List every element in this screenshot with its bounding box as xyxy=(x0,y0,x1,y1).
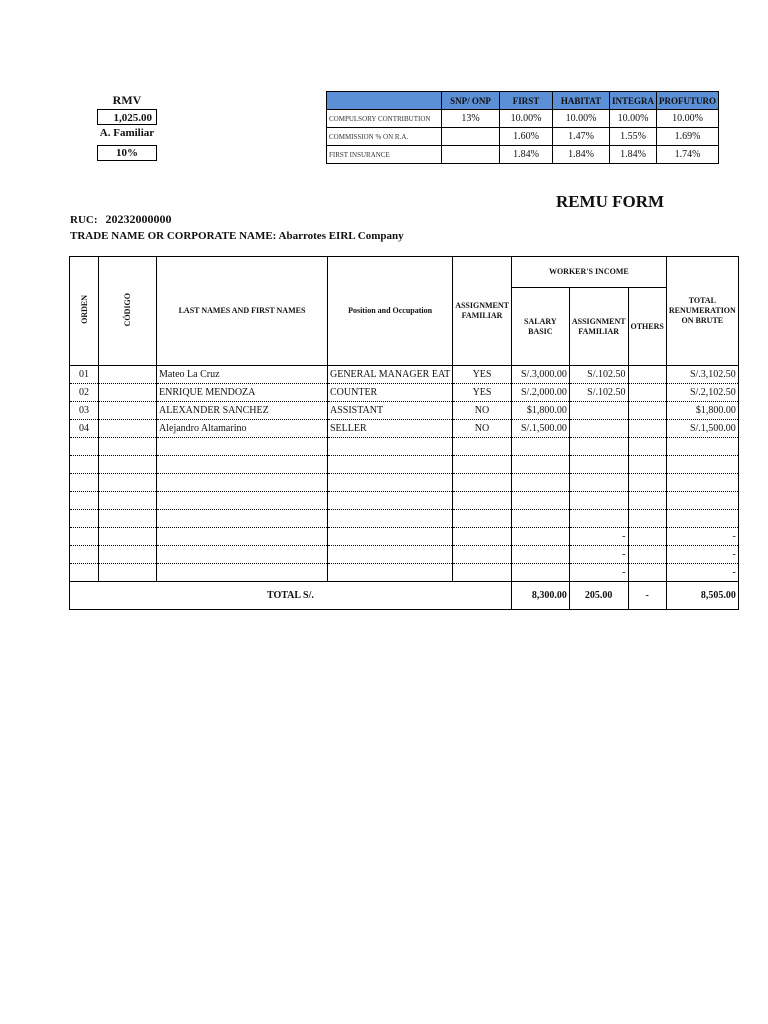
afp-header-row xyxy=(327,92,719,110)
table-row xyxy=(70,510,739,528)
cell-salary: S/.3,000.00 xyxy=(511,366,569,384)
cell-assignment xyxy=(453,492,512,510)
cell-orden: 01 xyxy=(70,366,99,384)
trade-label: TRADE NAME OR CORPORATE NAME: xyxy=(70,230,277,242)
cell-others xyxy=(628,564,666,582)
cell-others xyxy=(628,510,666,528)
cell-total xyxy=(666,510,738,528)
ruc-label: RUC: xyxy=(70,214,98,226)
cell-orden xyxy=(70,438,99,456)
cell-codigo xyxy=(99,564,157,582)
cell-salary: S/.1,500.00 xyxy=(511,420,569,438)
total-label: TOTAL S/. xyxy=(70,582,512,610)
table-row xyxy=(70,402,739,420)
table-row xyxy=(70,438,739,456)
cell-assignment xyxy=(453,474,512,492)
afp-header-first: FIRST xyxy=(500,92,553,110)
afp-rates-table xyxy=(326,91,719,164)
cell-total: S/.3,102.50 xyxy=(666,366,738,384)
cell-position: GENERAL MANAGER EAT xyxy=(328,366,453,384)
cell-assignment xyxy=(453,510,512,528)
cell-orden xyxy=(70,546,99,564)
cell-orden xyxy=(70,564,99,582)
cell-total: - xyxy=(666,528,738,546)
header-row-top xyxy=(70,257,739,288)
cell-others xyxy=(628,456,666,474)
cell-codigo xyxy=(99,420,157,438)
cell-salary xyxy=(511,564,569,582)
afp-header-blank xyxy=(327,92,442,110)
cell-name xyxy=(157,546,328,564)
cell-others xyxy=(628,366,666,384)
cell-position: ASSISTANT xyxy=(328,402,453,420)
cell-position xyxy=(328,528,453,546)
afp-cell: 1.47% xyxy=(553,128,610,146)
rmv-value: 1,025.00 xyxy=(97,109,157,125)
cell-others xyxy=(628,420,666,438)
table-row xyxy=(70,564,739,582)
trade-value: Abarrotes EIRL Company xyxy=(278,230,404,242)
cell-orden xyxy=(70,492,99,510)
table-row xyxy=(70,420,739,438)
cell-codigo xyxy=(99,366,157,384)
cell-familiar: - xyxy=(569,528,628,546)
cell-salary xyxy=(511,546,569,564)
cell-name: Mateo La Cruz xyxy=(157,366,328,384)
afp-row xyxy=(327,146,719,164)
cell-name xyxy=(157,528,328,546)
cell-others xyxy=(628,528,666,546)
afp-cell: 13% xyxy=(442,110,500,128)
cell-salary xyxy=(511,438,569,456)
cell-total xyxy=(666,456,738,474)
header-orden-label: ORDEN xyxy=(79,295,89,324)
cell-familiar xyxy=(569,456,628,474)
afp-cell: 1.60% xyxy=(500,128,553,146)
cell-assignment xyxy=(453,456,512,474)
cell-others xyxy=(628,492,666,510)
total-salary: 8,300.00 xyxy=(511,582,569,610)
cell-salary: S/.2,000.00 xyxy=(511,384,569,402)
rmv-label: RMV xyxy=(112,93,142,107)
cell-familiar xyxy=(569,474,628,492)
total-row xyxy=(70,582,739,610)
afp-header-snp: SNP/ ONP xyxy=(442,92,500,110)
table-row xyxy=(70,384,739,402)
cell-orden: 04 xyxy=(70,420,99,438)
cell-position xyxy=(328,564,453,582)
table-row xyxy=(70,456,739,474)
cell-assignment: NO xyxy=(453,420,512,438)
cell-name xyxy=(157,456,328,474)
cell-familiar xyxy=(569,438,628,456)
cell-position xyxy=(328,456,453,474)
table-row xyxy=(70,366,739,384)
cell-orden xyxy=(70,510,99,528)
cell-codigo xyxy=(99,510,157,528)
afp-cell: 1.69% xyxy=(657,128,719,146)
cell-codigo xyxy=(99,438,157,456)
cell-assignment: NO xyxy=(453,402,512,420)
cell-orden: 02 xyxy=(70,384,99,402)
afp-row xyxy=(327,128,719,146)
ruc-value: 20232000000 xyxy=(105,212,172,226)
cell-codigo xyxy=(99,402,157,420)
cell-assignment xyxy=(453,546,512,564)
cell-familiar: - xyxy=(569,564,628,582)
cell-name xyxy=(157,492,328,510)
cell-others xyxy=(628,402,666,420)
total-familiar: 205.00 xyxy=(569,582,628,610)
cell-familiar xyxy=(569,402,628,420)
afp-cell: 1.55% xyxy=(610,128,657,146)
payroll-table xyxy=(69,256,739,610)
afp-cell: 1.84% xyxy=(553,146,610,164)
header-assign-familiar: ASSIGNMENT FAMILIAR xyxy=(569,288,628,366)
afp-row xyxy=(327,110,719,128)
cell-assignment: YES xyxy=(453,384,512,402)
afp-cell: 1.84% xyxy=(610,146,657,164)
afp-cell: 1.84% xyxy=(500,146,553,164)
cell-total xyxy=(666,438,738,456)
cell-position xyxy=(328,492,453,510)
cell-salary xyxy=(511,474,569,492)
afp-cell: 10.00% xyxy=(610,110,657,128)
cell-salary: $1,800.00 xyxy=(511,402,569,420)
table-row xyxy=(70,474,739,492)
afp-cell: 10.00% xyxy=(553,110,610,128)
familiar-value: 10% xyxy=(97,145,157,161)
cell-others xyxy=(628,474,666,492)
cell-salary xyxy=(511,492,569,510)
cell-position: SELLER xyxy=(328,420,453,438)
header-orden xyxy=(70,257,99,366)
cell-salary xyxy=(511,528,569,546)
total-others: - xyxy=(628,582,666,610)
header-salary: SALARY BASIC xyxy=(511,288,569,366)
cell-total: $1,800.00 xyxy=(666,402,738,420)
cell-salary xyxy=(511,456,569,474)
ruc-line xyxy=(70,212,172,227)
header-assignment: ASSIGNMENT FAMILIAR xyxy=(453,257,512,366)
afp-cell xyxy=(442,146,500,164)
afp-row-label: COMPULSORY CONTRIBUTION xyxy=(327,110,442,128)
header-position: Position and Occupation xyxy=(328,257,453,366)
table-row xyxy=(70,546,739,564)
afp-cell: 10.00% xyxy=(657,110,719,128)
cell-orden xyxy=(70,528,99,546)
afp-row-label: COMMISSION % ON R.A. xyxy=(327,128,442,146)
cell-assignment xyxy=(453,528,512,546)
cell-position: COUNTER xyxy=(328,384,453,402)
cell-familiar xyxy=(569,510,628,528)
form-title: REMU FORM xyxy=(555,192,665,211)
cell-total: S/.1,500.00 xyxy=(666,420,738,438)
cell-orden: 03 xyxy=(70,402,99,420)
cell-name: Alejandro Altamarino xyxy=(157,420,328,438)
table-row xyxy=(70,528,739,546)
cell-total: S/.2,102.50 xyxy=(666,384,738,402)
cell-total xyxy=(666,474,738,492)
afp-cell xyxy=(442,128,500,146)
cell-others xyxy=(628,384,666,402)
cell-familiar: - xyxy=(569,546,628,564)
afp-header-habitat: HABITAT xyxy=(553,92,610,110)
cell-total: - xyxy=(666,564,738,582)
cell-familiar: S/.102.50 xyxy=(569,366,628,384)
cell-name xyxy=(157,438,328,456)
cell-codigo xyxy=(99,474,157,492)
cell-others xyxy=(628,438,666,456)
afp-row-label: FIRST INSURANCE xyxy=(327,146,442,164)
cell-name: ALEXANDER SANCHEZ xyxy=(157,402,328,420)
trade-name-line xyxy=(70,230,404,242)
afp-header-profuturo: PROFUTURO xyxy=(657,92,719,110)
cell-orden xyxy=(70,474,99,492)
header-names: LAST NAMES AND FIRST NAMES xyxy=(157,257,328,366)
cell-codigo xyxy=(99,384,157,402)
cell-position xyxy=(328,510,453,528)
cell-familiar xyxy=(569,420,628,438)
cell-codigo xyxy=(99,456,157,474)
cell-total xyxy=(666,492,738,510)
cell-codigo xyxy=(99,528,157,546)
familiar-label: A. Familiar xyxy=(99,127,155,139)
cell-position xyxy=(328,546,453,564)
cell-assignment xyxy=(453,564,512,582)
cell-position xyxy=(328,438,453,456)
table-row xyxy=(70,492,739,510)
cell-codigo xyxy=(99,492,157,510)
cell-name xyxy=(157,510,328,528)
cell-name: ENRIQUE MENDOZA xyxy=(157,384,328,402)
cell-assignment xyxy=(453,438,512,456)
cell-familiar: S/.102.50 xyxy=(569,384,628,402)
cell-salary xyxy=(511,510,569,528)
total-total: 8,505.00 xyxy=(666,582,738,610)
header-codigo xyxy=(99,257,157,366)
cell-familiar xyxy=(569,492,628,510)
afp-header-integra: INTEGRA xyxy=(610,92,657,110)
cell-orden xyxy=(70,456,99,474)
cell-name xyxy=(157,564,328,582)
afp-cell: 1.74% xyxy=(657,146,719,164)
cell-others xyxy=(628,546,666,564)
cell-codigo xyxy=(99,546,157,564)
header-workers-income: WORKER'S INCOME xyxy=(511,257,666,288)
afp-cell: 10.00% xyxy=(500,110,553,128)
cell-assignment: YES xyxy=(453,366,512,384)
cell-position xyxy=(328,474,453,492)
header-codigo-label: CÓDIGO xyxy=(123,292,132,327)
header-total: TOTAL RENUMERATION ON BRUTE xyxy=(666,257,738,366)
cell-total: - xyxy=(666,546,738,564)
cell-name xyxy=(157,474,328,492)
header-others: OTHERS xyxy=(628,288,666,366)
